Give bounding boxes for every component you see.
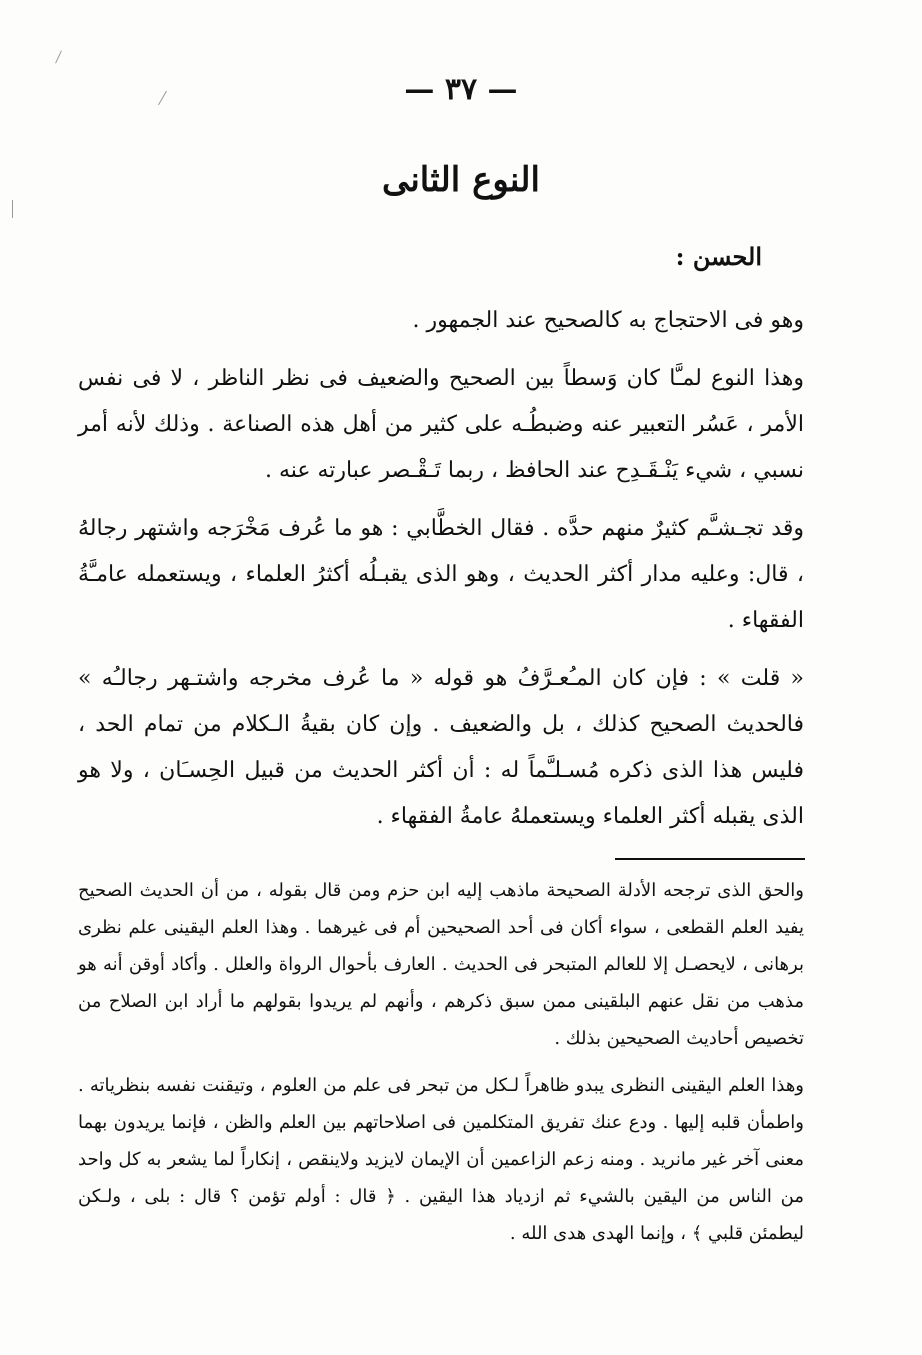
page-number: — ٣٧ —	[404, 72, 518, 107]
footnote-divider	[615, 858, 805, 860]
scan-mark	[12, 200, 13, 218]
main-text	[78, 298, 804, 852]
footnote-paragraph: وهذا العلم اليقينى النظرى يبدو ظاهراً لـكل من تبحر فى علم من العلوم ، وتيقنت نفسه بنظرياته . واطمأن قلبه إليها . ودع عنك تفريق المتكلمين فى اصلاحاتهم بين العلم والظن ، فإنما يريدون بهما معنى آخر غير مانريد . ومنه زعم الزاعمين أن الإيمان لايزيد ولاينقص ، إنكاراً لما يشعر به كل واحد من الناس من اليقين بالشيء ثم ازدياد هذا اليقين . ﴿ قال : أولم تؤمن ؟ قال : بلى ، ولـكن ليطمئن قلبي ﴾ ، وإنما الهدى هدى الله .	[78, 1075, 804, 1244]
section-title: النوع الثانى	[382, 160, 540, 200]
footnote-paragraph: والحق الذى ترجحه الأدلة الصحيحة ماذهب إليه ابن حزم ومن قال بقوله ، من أن الحديث الصحيح يفيد العلم القطعى ، سواء أكان فى أحد الصحيحين أم فى غيرهما . وهذا العلم اليقينى علم نظرى برهانى ، لايحصـل إلا للعالم المتبحر فى الحديث . العارف بأحوال الرواة والعلل . وأكاد أوقن أنه هو مذهب من نقل عنهم البلقينى ممن سبق ذكرهم ، وأنهم لم يريدوا بقولهم ما أراد ابن الصلاح من تخصيص أحاديث الصحيحين بذلك .	[78, 880, 804, 1049]
paragraph: « قلت » : فإن كان المـُعـرَّفُ هو قوله « ما عُرف مخرجه واشتـهر رجالـُه » فالحديث الصحيح كذلك ، بل والضعيف . وإن كان بقيةُ الـكلام من تمام الحد ، فليس هذا الذى ذكره مُسـلـَّماً له : أن أكثر الحديث من قبيل الحِسـَان ، ولا هو الذى يقبله أكثر العلماء ويستعملهُ عامةُ الفقهاء .	[78, 666, 804, 829]
term-heading: الحسن :	[675, 242, 762, 271]
paragraph: وهو فى الاحتجاج به كالصحيح عند الجمهور .	[412, 308, 804, 333]
paragraph: وهذا النوع لمـَّا كان وَسطاً بين الصحيح والضعيف فى نظر الناظر ، لا فى نفس الأمر ، عَسُر التعبير عنه وضبطُـه على كثير من أهل هذه الصناعة . وذلك لأنه أمر نسبي ، شيء يَنْـقَـدِح عند الحافظ ، ربما تَـقْـصر عبارته عنه .	[78, 366, 804, 483]
paragraph: وقد تجـشـَّم كثيرٌ منهم حدَّه . فقال الخطَّابي : هو ما عُرف مَخْرَجه واشتهر رجالهُ ، قال: وعليه مدار أكثر الحديث ، وهو الذى يقبـلُه أكثرُ العلماء ، ويستعمله عامـَّةُ الفقهاء .	[78, 516, 804, 633]
footnote-block	[78, 872, 804, 1262]
scan-mark	[55, 50, 62, 63]
